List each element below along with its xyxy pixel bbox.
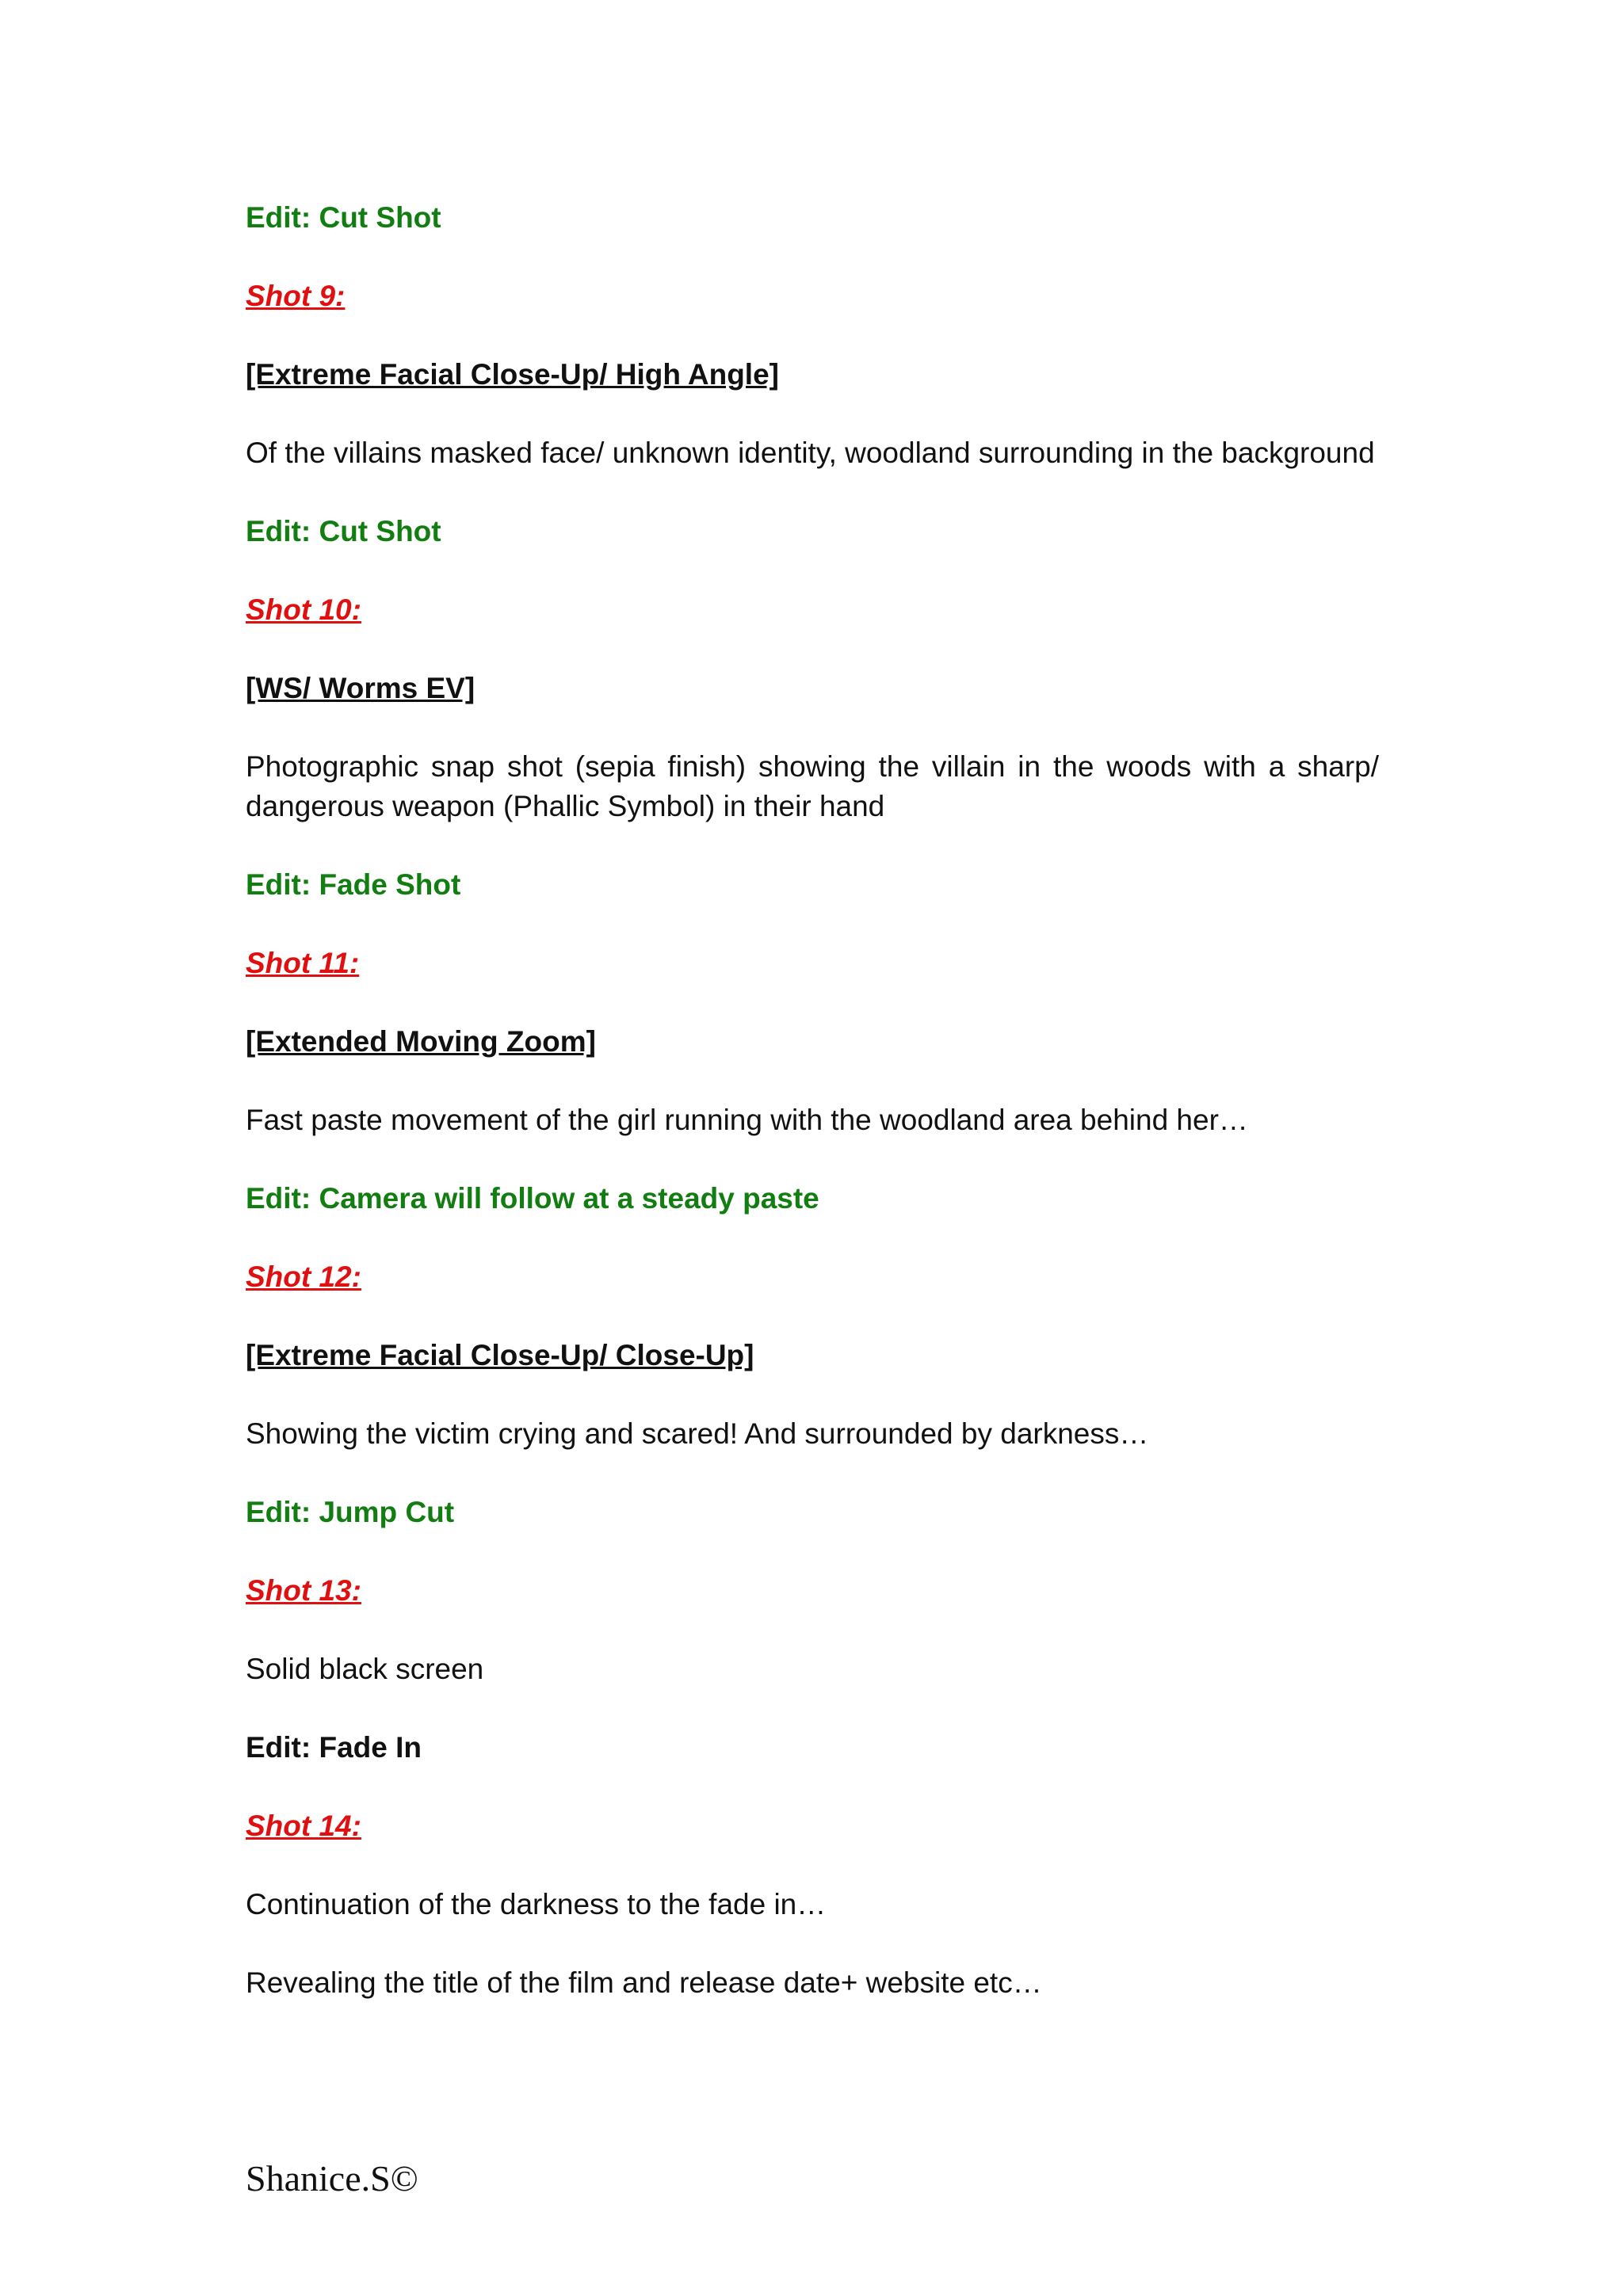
- edit-note: Edit: Cut Shot: [246, 201, 441, 234]
- shot-description: Continuation of the darkness to the fade in…: [246, 1888, 827, 1920]
- edit-note: Edit: Fade In: [246, 1731, 422, 1764]
- shot-description: Solid black screen: [246, 1653, 484, 1685]
- shot-heading: Shot 14:: [246, 1810, 361, 1842]
- storyboard-script: [246, 198, 1379, 2042]
- shot-type: [Extreme Facial Close-Up/ Close-Up]: [246, 1339, 754, 1371]
- shot-heading: Shot 10:: [246, 593, 361, 626]
- shot-type: [Extreme Facial Close-Up/ High Angle]: [246, 358, 779, 391]
- edit-note: Edit: Camera will follow at a steady paste: [246, 1182, 819, 1215]
- shot-heading: Shot 13:: [246, 1574, 361, 1607]
- shot-description: Photographic snap shot (sepia finish) showing the villain in the woods with a sharp/ dangerous weapon (Phallic Symbol) in their hand: [246, 750, 1379, 822]
- shot-description: Showing the victim crying and scared! And surrounded by darkness…: [246, 1417, 1149, 1450]
- edit-note: Edit: Jump Cut: [246, 1496, 455, 1528]
- shot-type: [Extended Moving Zoom]: [246, 1025, 596, 1058]
- shot-heading: Shot 11:: [246, 947, 360, 979]
- shot-heading: Shot 9:: [246, 280, 346, 312]
- shot-description: Of the villains masked face/ unknown identity, woodland surrounding in the background: [246, 437, 1375, 469]
- shot-description: Fast paste movement of the girl running with the woodland area behind her…: [246, 1104, 1248, 1136]
- author-signature: Shanice.S©: [246, 2158, 418, 2199]
- edit-note: Edit: Cut Shot: [246, 515, 441, 547]
- shot-description: Revealing the title of the film and release date+ website etc…: [246, 1966, 1042, 1999]
- edit-note: Edit: Fade Shot: [246, 868, 461, 901]
- shot-type: [WS/ Worms EV]: [246, 672, 475, 704]
- shot-heading: Shot 12:: [246, 1261, 361, 1293]
